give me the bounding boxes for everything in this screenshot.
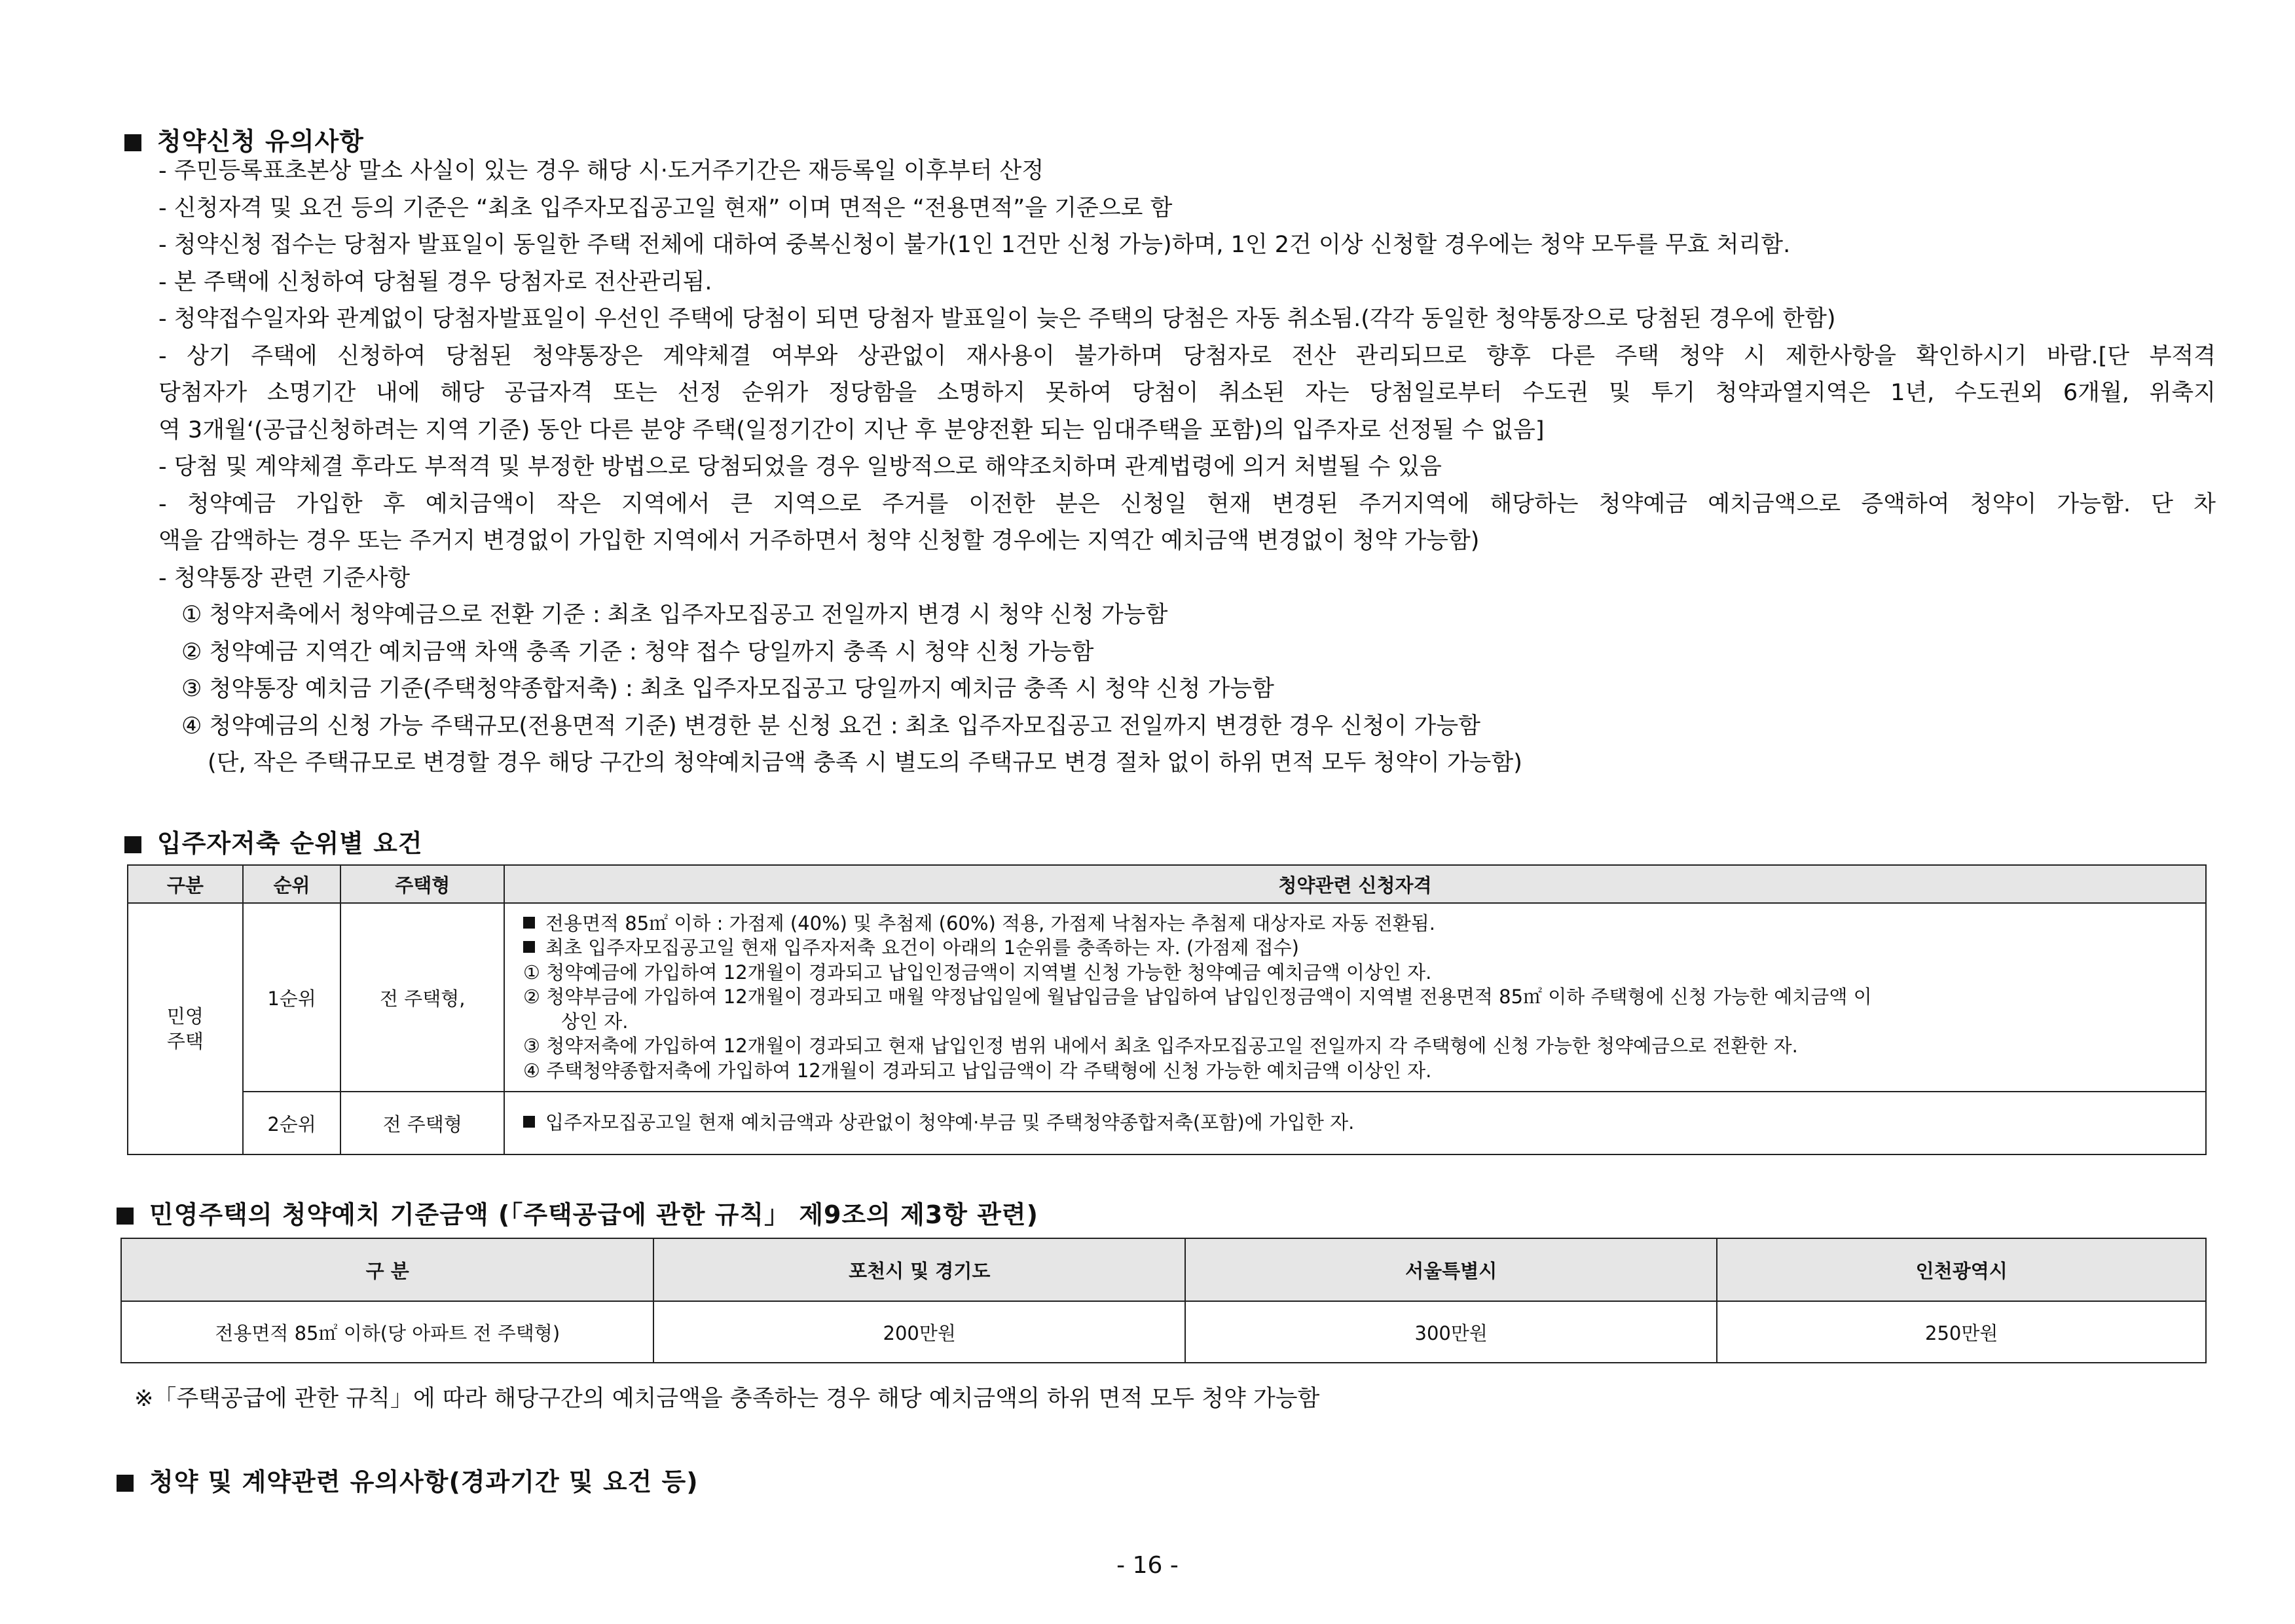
table-header-row <box>121 1238 2206 1301</box>
note-item: - 신청자격 및 요건 등의 기준은 “최초 입주자모집공고일 현재” 이며 면적은 “전용면적”을 기준으로 함 <box>158 194 1173 221</box>
note-line: 액을 감액하는 경우 또는 주거지 변경없이 가입한 지역에서 거주하면서 청약 신청할 경우에는 지역간 예치금액 변경없이 청약 가능함) <box>158 528 1480 554</box>
note-line: - 상기 주택에 신청하여 당첨된 청약통장은 계약체결 여부와 상관없이 재사용이 불가하며 당첨자로 전산 관리되므로 향후 다른 주택 청약 시 제한사항을 확인하시기 바람.[단 부적격 <box>158 342 2216 369</box>
qualification-line: ③ 청약저축에 가입하여 12개월이 경과되고 현재 납입인정 범위 내에서 최초 입주자모집공고일 전일까지 각 주택형에 신청 가능한 청약예금으로 전환한 자. <box>523 1035 1798 1058</box>
qualification-line: ② 청약부금에 가입하여 12개월이 경과되고 매월 약정납입일에 월납입금을 납입하여 납입인정금액이 지역별 전용면적 85㎡ 이하 주택형에 신청 가능한 예치금액 이 <box>523 986 1872 1008</box>
amount-pocheon-gyeonggi: 200만원 <box>653 1301 1184 1363</box>
qualification-line: 최초 입주자모집공고일 현재 입주자저축 요건이 아래의 1순위를 충족하는 자. (가점제 접수) <box>523 936 2190 961</box>
qualification-line: ① 청약예금에 가입하여 12개월이 경과되고 납입인정금액이 지역별 신청 가능한 청약예금 예치금액 이상인 자. <box>523 961 1432 984</box>
section-title: 청약신청 유의사항 <box>157 127 364 156</box>
deposit-note: ※「주택공급에 관한 규칙」에 따라 해당구간의 예치금액을 충족하는 경우 해당 예치금액의 하위 면적 모두 청약 가능함 <box>134 1386 1320 1412</box>
small-square-bullet-icon <box>523 917 535 929</box>
header-qualification: 청약관련 신청자격 <box>504 865 2206 903</box>
header-pocheon-gyeonggi: 포천시 및 경기도 <box>653 1238 1184 1301</box>
qualification-line: 전용면적 85㎡ 이하 : 가점제 (40%) 및 추첨제 (60%) 적용, 가점제 낙첨자는 추첨제 대상자로 자동 전환됨. <box>523 912 2190 936</box>
square-bullet-icon <box>124 134 141 151</box>
qualification-line: ④ 주택청약종합저축에 가입하여 12개월이 경과되고 납입금액이 각 주택형에 신청 가능한 예치금액 이상인 자. <box>523 1059 1432 1082</box>
deposit-amount-table <box>120 1238 2207 1363</box>
amount-incheon: 250만원 <box>1717 1301 2206 1363</box>
note-line: 당첨자가 소명기간 내에 해당 공급자격 또는 선정 순위가 정당함을 소명하지 못하여 당첨이 취소된 자는 당첨일로부터 수도권 및 투기 청약과열지역은 1년, 수도권외 6개월, 위축지 <box>158 380 2216 406</box>
subscription-notes-body <box>158 153 2216 782</box>
section-title: 입주자저축 순위별 요건 <box>157 829 423 858</box>
section-heading-rank-requirements <box>124 823 423 859</box>
note-item: - 청약신청 접수는 당첨자 발표일이 동일한 주택 전체에 대하여 중복신청이 불가(1인 1건만 신청 가능)하며, 1인 2건 이상 신청할 경우에는 청약 모두를 무효 처리함. <box>158 232 1791 258</box>
note-item: - 당첨 및 계약체결 후라도 부적격 및 부정한 방법으로 당첨되었을 경우 일방적으로 해약조치하며 관계법령에 의거 처벌될 수 있음 <box>158 454 1442 480</box>
note-item: - 본 주택에 신청하여 당첨될 경우 당첨자로 전산관리됨. <box>158 268 712 295</box>
section-heading-subscription-notes <box>124 121 364 157</box>
small-square-bullet-icon <box>523 1116 535 1128</box>
section-title: 청약 및 계약관련 유의사항(경과기간 및 요건 등) <box>149 1467 699 1496</box>
bank-criteria-item: ② 청약예금 지역간 예치금액 차액 충족 기준 : 청약 접수 당일까지 충족 시 청약 신청 가능함 <box>181 638 1094 665</box>
header-rank: 순위 <box>243 865 341 903</box>
qualification-cell <box>504 1092 2206 1154</box>
rank-requirements-table <box>127 864 2207 1155</box>
house-type-cell: 전 주택형, <box>340 903 504 1092</box>
category-cell: 민영 주택 <box>128 903 243 1154</box>
small-square-bullet-icon <box>523 941 535 953</box>
qualification-line: 입주자모집공고일 현재 예치금액과 상관없이 청약예·부금 및 주택청약종합저축(포함)에 가입한 자. <box>523 1111 2190 1135</box>
qualification-cell <box>504 903 2206 1092</box>
header-seoul: 서울특별시 <box>1185 1238 1717 1301</box>
house-type-cell: 전 주택형 <box>340 1092 504 1154</box>
header-house-type: 주택형 <box>340 865 504 903</box>
note-line: 역 3개월‘(공급신청하려는 지역 기준) 동안 다른 분양 주택(일정기간이 지난 후 분양전환 되는 임대주택을 포함)의 입주자로 선정될 수 없음] <box>158 416 1545 443</box>
bank-criteria-item: ③ 청약통장 예치금 기준(주택청약종합저축) : 최초 입주자모집공고 당일까지 예치금 충족 시 청약 신청 가능함 <box>181 676 1274 702</box>
note-item: - 청약접수일자와 관계없이 당첨자발표일이 우선인 주택에 당첨이 되면 당첨자 발표일이 늦은 주택의 당첨은 자동 취소됨.(각각 동일한 청약통장으로 당첨된 경우에 한함) <box>158 306 1836 332</box>
note-item: - 주민등록표초본상 말소 사실이 있는 경우 해당 시·도거주기간은 재등록일 이후부터 산정 <box>158 158 1044 184</box>
bank-criteria-item: ① 청약저축에서 청약예금으로 전환 기준 : 최초 입주자모집공고 전일까지 변경 시 청약 신청 가능함 <box>181 602 1168 628</box>
rank-cell: 2순위 <box>243 1092 341 1154</box>
square-bullet-icon <box>124 836 141 853</box>
section-heading-contract-notes <box>117 1462 699 1498</box>
qualification-line: 상인 자. <box>560 1010 629 1033</box>
amount-seoul: 300만원 <box>1185 1301 1717 1363</box>
header-division: 구 분 <box>121 1238 653 1301</box>
bank-criteria-note: (단, 작은 주택규모로 변경할 경우 해당 구간의 청약예치금액 충족 시 별도의 주택규모 변경 절차 없이 하위 면적 모두 청약이 가능함) <box>208 750 1522 776</box>
bank-criteria-title: - 청약통장 관련 기준사항 <box>158 564 411 591</box>
table-row-rank1 <box>128 903 2206 1092</box>
bank-criteria-item: ④ 청약예금의 신청 가능 주택규모(전용면적 기준) 변경한 분 신청 요건 : 최초 입주자모집공고 전일까지 변경한 경우 신청이 가능함 <box>181 712 1480 739</box>
section-heading-deposit-amount <box>117 1194 1038 1230</box>
note-line: - 청약예금 가입한 후 예치금액이 작은 지역에서 큰 지역으로 주거를 이전한 분은 신청일 현재 변경된 주거지역에 해당하는 청약예금 예치금액으로 증액하여 청약이 가능함. 단 차 <box>158 490 2216 517</box>
square-bullet-icon <box>117 1208 134 1225</box>
header-incheon: 인천광역시 <box>1717 1238 2206 1301</box>
rank-cell: 1순위 <box>243 903 341 1092</box>
section-title: 민영주택의 청약예치 기준금액 (「주택공급에 관한 규칙」 제9조의 제3항 관련) <box>149 1200 1038 1229</box>
header-category: 구분 <box>128 865 243 903</box>
table-row-rank2 <box>128 1092 2206 1154</box>
area-cell: 전용면적 85㎡ 이하(당 아파트 전 주택형) <box>121 1301 653 1363</box>
table-header-row <box>128 865 2206 903</box>
page-number: - 16 - <box>1116 1552 1179 1579</box>
square-bullet-icon <box>117 1475 134 1492</box>
table-row <box>121 1301 2206 1363</box>
